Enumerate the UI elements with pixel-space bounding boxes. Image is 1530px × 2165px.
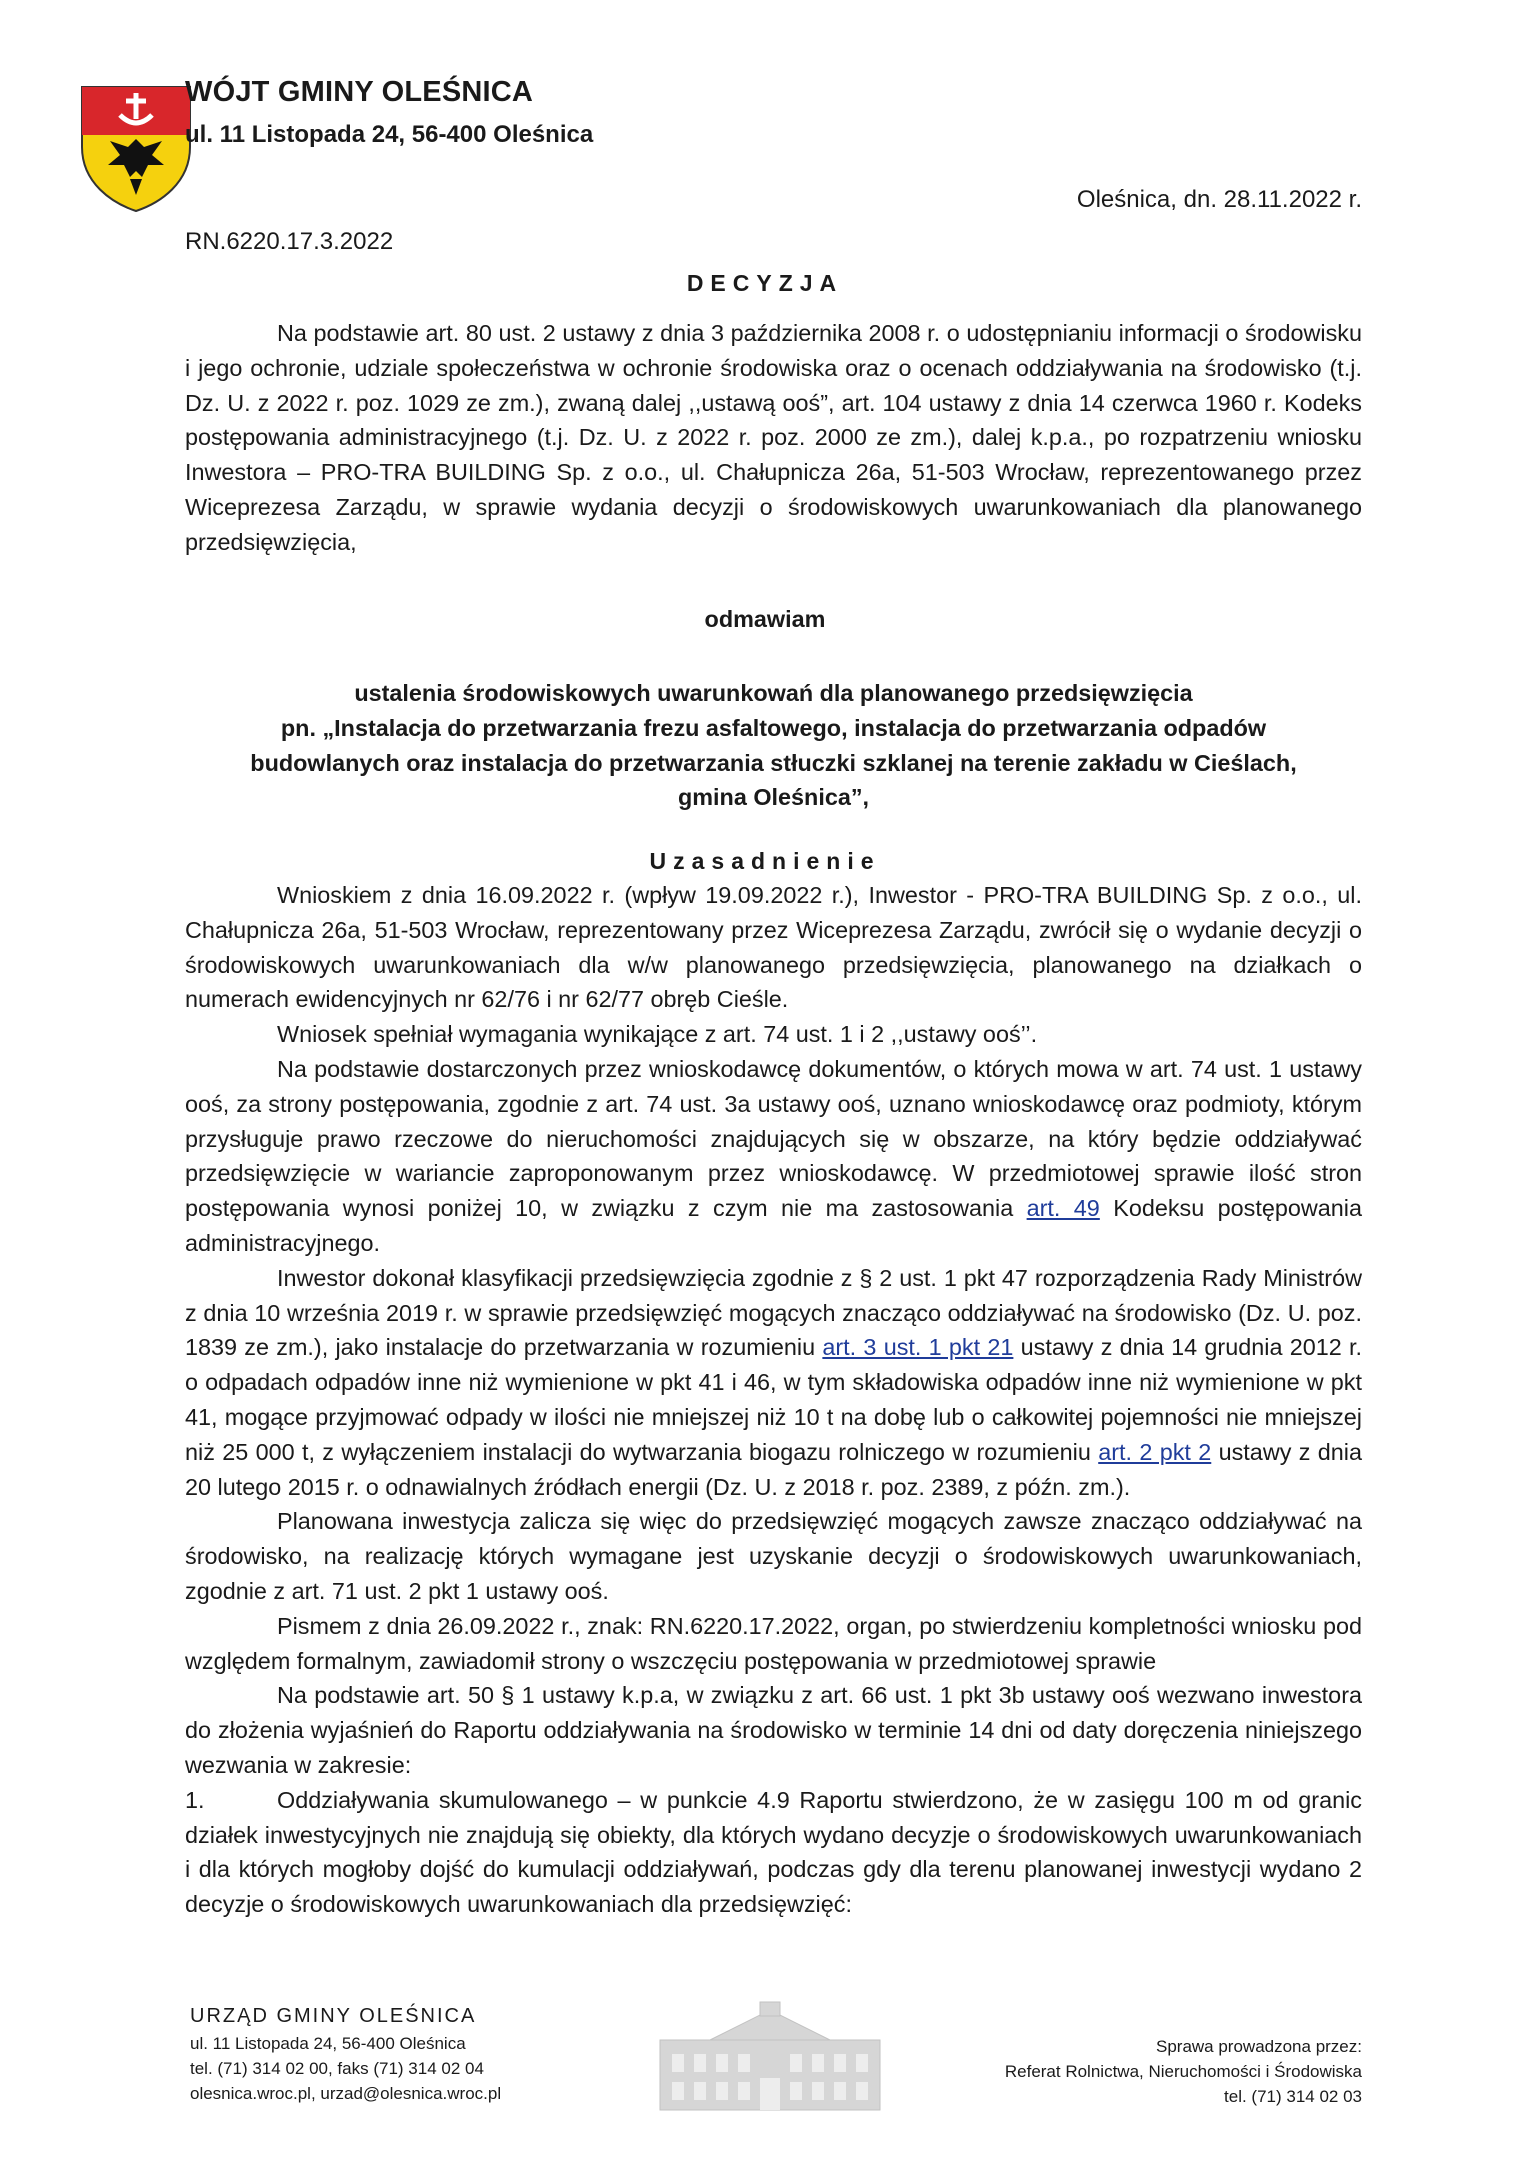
intro-paragraph: [185, 316, 1362, 560]
footer-office-name: URZĄD GMINY OLEŚNICA: [190, 2005, 477, 2027]
subject-block: [185, 676, 1362, 815]
list-item-number: 1.: [185, 1786, 205, 1813]
town-hall-watermark-icon: [650, 2000, 890, 2112]
footer-department-phone: tel. (71) 314 02 03: [1224, 2087, 1362, 2106]
justification-title: Uzasadnienie: [649, 848, 881, 874]
footer-web: olesnica.wroc.pl, urzad@olesnica.wroc.pl: [190, 2084, 502, 2103]
decision-word: odmawiam: [704, 606, 826, 632]
footer-handled-by: Sprawa prowadzona przez:: [1155, 2037, 1362, 2056]
footer-phone: tel. (71) 314 02 00, faks (71) 314 02 04: [190, 2059, 484, 2078]
link-art-49[interactable]: art. 49: [1026, 1195, 1100, 1222]
paragraph-4-text-a: Inwestor dokonał klasyfikacji przedsięwzięcia zgodnie z § 2 ust. 1 pkt 47 rozporządzenia Rady Ministrów z dnia 10 września 2019 r. w sprawie przedsięwzięć mogących znacząco oddziaływać na środowisko (Dz. U. poz. 1839 ze zm.), jako instalacje do przetwarzania w rozumieniu: [185, 1264, 1362, 1361]
list-item-text: Oddziaływania skumulowanego – w punkcie 4.9 Raportu stwierdzono, że w zasięgu 100 m od granic działek inwestycyjnych nie znajdują się obiekty, dla których wydano decyzje o środowiskowych uwarunkowaniach i dla których mogłoby dojść do kumulacji oddziaływań, podczas gdy dla terenu planowanej inwestycji wydano 2 decyzje o środowiskowych uwarunkowaniach dla przedsięwzięć:: [185, 1786, 1362, 1918]
paragraph-4-text-b: ustawy z dnia 14 grudnia 2012 r. o odpadach odpadów inne niż wymienione w pkt 41 i 46, w tym składowiska odpadów inne niż wymienione w pkt 41, mogące przyjmować odpady w ilości nie mniejszej niż 10 t na dobę lub o całkowitej pojemności nie mniejszej niż 25 000 t, z wyłączeniem instalacji do wytwarzania biogazu rolniczego w rozumieniu: [185, 1334, 1363, 1465]
paragraph-7: Na podstawie art. 50 § 1 ustawy k.p.a, w związku z art. 66 ust. 1 pkt 3b ustawy ooś wezwano inwestora do złożenia wyjaśnień do Raportu oddziaływania na środowisko w terminie 14 dni od daty doręczenia niniejszego wezwania w zakresie:: [185, 1682, 1362, 1778]
paragraph-2: Wniosek spełniał wymagania wynikające z art. 74 ust. 1 i 2 ,,ustawy ooś’’.: [277, 1021, 1038, 1048]
paragraph-1: Wnioskiem z dnia 16.09.2022 r. (wpływ 19.09.2022 r.), Inwestor - PRO-TRA BUILDING Sp. z o.o., ul. Chałupnicza 26a, 51-503 Wrocław, reprezentowany przez Wiceprezesa Zarządu, zwrócił się o wydanie decyzji o środowiskowych uwarunkowaniach dla w/w planowanego przedsięwzięcia, planowanego na działkach o numerach ewidencyjnych nr 62/76 i nr 62/77 obręb Cieśle.: [185, 882, 1362, 1013]
intro-text: Na podstawie art. 80 ust. 2 ustawy z dnia 3 października 2008 r. o udostępnianiu informacji o środowisku i jego ochronie, udziale społeczeństwa w ochronie środowiska oraz o ocenach oddziaływania na środowisko (t.j. Dz. U. z 2022 r. poz. 1029 ze zm.), zwaną dalej ,,ustawą ooś”, art. 104 ustawy z dnia 14 czerwca 1960 r. Kodeks postępowania administracyjnego (t.j. Dz. U. z 2022 r. poz. 2000 ze zm.), dalej k.p.a., po rozpatrzeniu wniosku Inwestora – PRO-TRA BUILDING Sp. z o.o., ul. Chałupnicza 26a, 51-503 Wrocław, reprezentowanego przez Wiceprezesa Zarządu, w sprawie wydania decyzji o środowiskowych uwarunkowaniach dla planowanego przedsięwzięcia,: [185, 320, 1362, 555]
paragraph-3: [185, 1052, 1362, 1261]
paragraph-3-text-a: Na podstawie dostarczonych przez wnioskodawcę dokumentów, o których mowa w art. 74 ust. 1 ustawy ooś, za strony postępowania, zgodnie z art. 74 ust. 3a ustawy ooś, uznano wnioskodawcę oraz podmioty, którym przysługuje prawo rzeczowe do nieruchomości znajdujących się w obszarze, na który będzie oddziaływać przedsięwzięcie w wariancie zaproponowanym przez wnioskodawcę. W przedmiotowej sprawie ilość stron postępowania wynosi poniżej 10, w związku z czym nie ma zastosowania: [185, 1055, 1362, 1222]
link-art-2[interactable]: art. 2 pkt 2: [1098, 1438, 1212, 1465]
paragraph-4-text-c: ustawy z dnia 20 lutego 2015 r. o odnawialnych źródłach energii (Dz. U. z 2018 r. poz. 2389, z późn. zm.).: [185, 1438, 1363, 1500]
paragraph-4: [185, 1261, 1362, 1505]
paragraph-6: Pismem z dnia 26.09.2022 r., znak: RN.6220.17.2022, organ, po stwierdzeniu kompletności wniosku pod względem formalnym, zawiadomił strony o wszczęciu postępowania w przedmiotowej sprawie: [185, 1612, 1362, 1674]
subject-line-4: gmina Oleśnica”,: [677, 784, 870, 811]
subject-line-2: pn. „Instalacja do przetwarzania frezu asfaltowego, instalacja do przetwarzania odpadów: [280, 714, 1267, 741]
paragraph-3-text-b: Kodeksu postępowania administracyjnego.: [185, 1195, 1362, 1256]
case-reference: RN.6220.17.3.2022: [185, 228, 394, 255]
paragraph-5: Planowana inwestycja zalicza się więc do przedsięwzięć mogących zawsze znacząco oddziaływać na środowisko, na realizację których wymagane jest uzyskanie decyzji o środowiskowych uwarunkowaniach, zgodnie z art. 71 ust. 2 pkt 1 ustawy ooś.: [185, 1508, 1362, 1604]
org-name: WÓJT GMINY OLEŚNICA: [185, 76, 534, 108]
footer-department: Referat Rolnictwa, Nieruchomości i Środowiska: [1004, 2062, 1362, 2081]
footer-office: [190, 2004, 501, 2106]
link-art-3[interactable]: art. 3 ust. 1 pkt 21: [822, 1334, 1014, 1361]
coat-of-arms-icon: [80, 85, 192, 213]
footer-address: ul. 11 Listopada 24, 56-400 Oleśnica: [190, 2034, 466, 2053]
subject-line-1: ustalenia środowiskowych uwarunkowań dla planowanego przedsięwzięcia: [354, 680, 1193, 706]
justification-body: [185, 878, 1362, 1922]
org-address: ul. 11 Listopada 24, 56-400 Oleśnica: [185, 121, 594, 148]
place-date: Oleśnica, dn. 28.11.2022 r.: [1076, 186, 1362, 213]
letterhead: [185, 76, 593, 149]
footer-handler: [1005, 2034, 1362, 2109]
subject-line-3: budowlanych oraz instalacja do przetwarzania stłuczki szklanej na terenie zakładu w Cieślach,: [250, 749, 1297, 776]
document-title: DECYZJA: [686, 270, 844, 296]
